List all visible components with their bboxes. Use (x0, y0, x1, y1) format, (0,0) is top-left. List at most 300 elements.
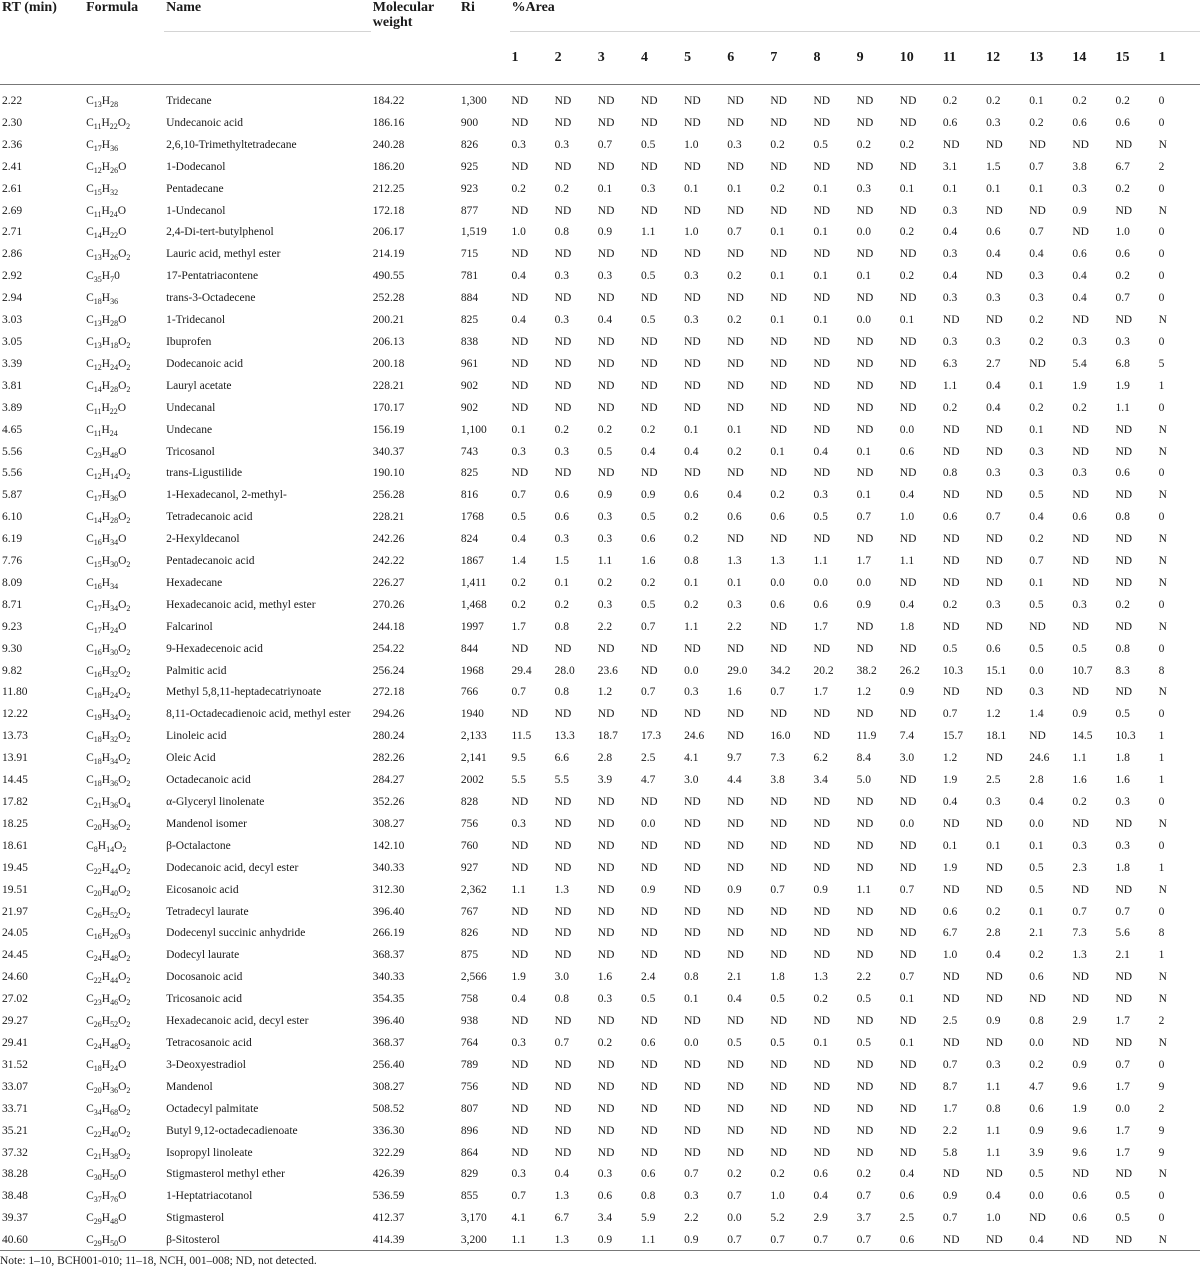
cell-formula: $C_{17}H_{36}$ (86, 138, 119, 153)
cell-molecular-weight: 426.39 (372, 1168, 405, 1181)
cell-area-3: 0.3 (597, 598, 613, 611)
cell-area-4: 1.1 (640, 1234, 656, 1247)
cell-name: 1-Dodecanol (166, 160, 226, 173)
cell-area-15: 1.8 (1115, 861, 1130, 874)
cell-area-7: 0.1 (770, 226, 785, 239)
cell-name: Palmitic acid (166, 664, 227, 677)
cell-area-12: 0.8 (986, 1102, 1001, 1115)
cell-area-4: 0.0 (640, 817, 656, 830)
cell-area-3: 1.1 (597, 555, 613, 568)
cell-ri: 927 (460, 861, 479, 874)
cell-area-15: 1.7 (1115, 1146, 1130, 1159)
cell-area-5: ND (684, 379, 701, 392)
cell-molecular-weight: 206.13 (372, 335, 405, 348)
cell-area-5: 0.3 (684, 270, 699, 283)
cell-rt: 8.09 (2, 576, 23, 589)
cell-area-5: 0.1 (684, 576, 699, 589)
cell-molecular-weight: 352.26 (372, 796, 405, 808)
cell-area-6: 0.0 (727, 1212, 742, 1225)
cell-ri: 900 (460, 116, 479, 129)
table-row (0, 792, 1200, 814)
cell-molecular-weight: 212.25 (372, 182, 405, 195)
cell-area-2: 0.3 (554, 533, 570, 546)
cell-area-5: 0.2 (684, 598, 699, 611)
cell-molecular-weight: 270.26 (372, 598, 405, 611)
cell-area-4: ND (640, 1015, 658, 1028)
cell-area-12: 0.2 (986, 905, 1001, 918)
cell-area-10: 0.2 (899, 270, 915, 283)
cell-area-6: ND (727, 248, 744, 261)
cell-molecular-weight: 368.37 (372, 1036, 405, 1049)
cell-area-9: ND (856, 423, 874, 436)
cell-area-4: 0.4 (640, 445, 656, 458)
cell-area-12: 0.9 (986, 1015, 1001, 1028)
cell-area-16: 1 (1158, 861, 1165, 874)
cell-rt: 37.32 (2, 1146, 28, 1159)
cell-ri: 1,519 (460, 226, 487, 239)
cell-ri: 938 (460, 1015, 479, 1028)
cell-area-10: ND (899, 95, 917, 107)
cell-rt: 2.71 (2, 226, 23, 239)
header-sample-1: 1 (511, 50, 519, 65)
cell-ri: 829 (460, 1168, 479, 1181)
cell-area-1: ND (511, 1015, 529, 1028)
cell-area-4: 2.5 (640, 752, 656, 765)
cell-area-7: 0.1 (770, 445, 785, 458)
cell-area-7: 3.8 (770, 774, 785, 787)
cell-area-5: 0.4 (684, 445, 699, 458)
cell-area-2: ND (554, 160, 572, 173)
cell-area-14: 0.6 (1072, 511, 1087, 524)
cell-area-16: N (1158, 314, 1167, 327)
cell-area-12: ND (986, 817, 1003, 830)
cell-area-14: 1.6 (1072, 774, 1087, 787)
cell-molecular-weight: 308.27 (372, 1080, 405, 1093)
cell-area-2: ND (554, 1102, 572, 1115)
cell-area-8: ND (813, 861, 831, 874)
cell-area-2: 3.0 (554, 971, 570, 984)
cell-area-9: 0.5 (856, 1036, 872, 1049)
cell-area-4: ND (640, 379, 658, 392)
cell-area-2: 28.0 (554, 664, 575, 677)
cell-area-3: 3.9 (597, 774, 613, 787)
cell-area-8: ND (813, 949, 831, 962)
cell-area-8: 0.7 (813, 1234, 828, 1247)
cell-area-13: 0.6 (1029, 1102, 1044, 1115)
cell-area-5: ND (684, 883, 701, 896)
cell-area-4: ND (640, 861, 658, 874)
cell-molecular-weight: 396.40 (372, 1015, 405, 1028)
cell-area-12: 0.1 (986, 182, 1001, 195)
cell-area-16: 0 (1158, 401, 1165, 414)
cell-rt: 24.05 (2, 927, 28, 940)
cell-area-9: ND (856, 533, 874, 546)
cell-area-9: ND (856, 839, 874, 852)
cell-area-13: 2.1 (1029, 927, 1044, 940)
cell-area-4: 0.5 (640, 138, 656, 151)
cell-name: 1-Heptatriacotanol (166, 1190, 253, 1203)
cell-area-2: 0.6 (554, 489, 570, 502)
cell-name: Isopropyl linoleate (166, 1146, 253, 1159)
cell-area-13: ND (1029, 730, 1046, 743)
cell-area-4: ND (640, 204, 658, 217)
cell-rt: 2.36 (2, 138, 23, 151)
cell-area-16: 0 (1158, 598, 1165, 611)
cell-name: Tetradecyl laurate (166, 905, 249, 918)
table-row (0, 157, 1200, 179)
cell-area-3: ND (597, 1124, 615, 1137)
cell-area-13: ND (1029, 138, 1046, 151)
cell-area-4: 0.2 (640, 423, 656, 436)
cell-area-15: ND (1115, 314, 1133, 327)
cell-area-11: ND (942, 993, 960, 1006)
cell-area-10: ND (899, 335, 917, 348)
cell-area-9: ND (856, 357, 874, 370)
cell-formula: $C_{18}H_{24}O$ (86, 1058, 127, 1073)
cell-area-4: 0.8 (640, 1190, 656, 1203)
table-row (0, 222, 1200, 244)
cell-area-16: N (1158, 204, 1167, 217)
cell-formula: $C_{34}H_{68}O_2$ (86, 1102, 131, 1117)
cell-formula: $C_{12}H_{24}O_2$ (86, 357, 131, 372)
cell-area-2: ND (554, 379, 572, 392)
cell-rt: 9.82 (2, 664, 23, 677)
cell-area-2: ND (554, 1015, 572, 1028)
cell-ri: 2,362 (460, 883, 487, 896)
cell-area-12: 18.1 (986, 730, 1007, 743)
cell-molecular-weight: 184.22 (372, 95, 405, 107)
cell-area-13: 0.7 (1029, 160, 1044, 173)
cell-area-14: ND (1072, 423, 1089, 436)
cell-molecular-weight: 244.18 (372, 620, 405, 633)
cell-area-10: 0.2 (899, 138, 915, 151)
cell-area-13: 0.5 (1029, 489, 1044, 502)
cell-ri: 1,411 (460, 576, 487, 589)
cell-area-2: ND (554, 796, 572, 808)
cell-area-10: 0.1 (899, 314, 915, 327)
cell-area-1: 0.4 (511, 314, 526, 327)
cell-area-8: ND (813, 1058, 831, 1071)
cell-area-4: 0.6 (640, 533, 656, 546)
cell-area-12: ND (986, 861, 1003, 874)
cell-area-4: 1.6 (640, 555, 656, 568)
cell-area-1: 0.2 (511, 598, 526, 611)
cell-area-14: ND (1072, 883, 1089, 896)
cell-area-3: 0.9 (597, 226, 613, 239)
cell-name: Butyl 9,12-octadecadienoate (166, 1124, 298, 1137)
cell-area-14: ND (1072, 576, 1089, 589)
cell-name: Dodecyl laurate (166, 949, 240, 962)
cell-area-11: 1.9 (942, 861, 958, 874)
cell-formula: $C_{24}H_{48}O_2$ (86, 1036, 131, 1051)
cell-area-2: ND (554, 708, 572, 721)
cell-area-16: 2 (1158, 160, 1165, 173)
cell-name: Linoleic acid (166, 730, 227, 743)
header-sample-3: 3 (597, 50, 605, 65)
cell-area-1: 11.5 (511, 730, 532, 743)
cell-area-14: 0.6 (1072, 1190, 1087, 1203)
cell-area-12: ND (986, 314, 1003, 327)
cell-area-7: 0.1 (770, 270, 785, 283)
cell-area-5: ND (684, 861, 701, 874)
cell-ri: 838 (460, 335, 479, 348)
cell-area-5: ND (684, 1102, 701, 1115)
cell-molecular-weight: 252.28 (372, 292, 405, 305)
cell-ri: 825 (460, 467, 479, 480)
cell-area-5: 0.8 (684, 971, 699, 984)
cell-area-1: ND (511, 949, 529, 962)
cell-area-8: 0.5 (813, 511, 828, 524)
cell-area-12: 1.5 (986, 160, 1001, 173)
cell-area-1: ND (511, 1124, 529, 1137)
cell-area-6: ND (727, 1058, 744, 1071)
cell-rt: 3.81 (2, 379, 23, 392)
cell-name: Undecane (166, 423, 213, 436)
cell-area-8: 0.1 (813, 1036, 828, 1049)
cell-area-6: ND (727, 796, 744, 808)
cell-area-4: ND (640, 905, 658, 918)
cell-area-6: ND (727, 1124, 744, 1137)
cell-rt: 35.21 (2, 1124, 28, 1137)
cell-area-9: ND (856, 949, 874, 962)
cell-area-5: ND (684, 1015, 701, 1028)
cell-area-16: 0 (1158, 335, 1165, 348)
cell-area-6: 0.1 (727, 423, 742, 436)
cell-area-5: 2.2 (684, 1212, 699, 1225)
cell-ri: 1968 (460, 664, 484, 677)
cell-formula: $C_{20}H_{36}O_2$ (86, 817, 131, 832)
cell-formula: $C_{13}H_{26}O_2$ (86, 248, 131, 263)
cell-ri: 2002 (460, 774, 484, 787)
cell-area-16: 0 (1158, 1058, 1165, 1071)
cell-area-1: 1.0 (511, 226, 526, 239)
cell-area-14: ND (1072, 1036, 1089, 1049)
cell-area-2: ND (554, 1058, 572, 1071)
cell-area-12: ND (986, 1036, 1003, 1049)
cell-area-12: 0.2 (986, 95, 1001, 107)
cell-area-10: 0.6 (899, 1234, 915, 1247)
cell-area-2: 1.3 (554, 883, 570, 896)
header-rt: RT (min) (2, 0, 57, 15)
cell-area-10: ND (899, 533, 917, 546)
cell-name: 2,6,10-Trimethyltetradecane (166, 138, 297, 151)
cell-name: Docosanoic acid (166, 971, 243, 984)
cell-area-12: 0.4 (986, 1190, 1001, 1203)
cell-area-3: ND (597, 95, 615, 107)
cell-area-5: ND (684, 357, 701, 370)
cell-molecular-weight: 280.24 (372, 730, 405, 743)
cell-area-12: 0.3 (986, 467, 1001, 480)
cell-area-16: 0 (1158, 1212, 1165, 1225)
cell-rt: 2.22 (2, 95, 23, 107)
cell-rt: 18.61 (2, 839, 28, 852)
cell-rt: 2.69 (2, 204, 23, 217)
cell-area-15: 0.2 (1115, 95, 1130, 107)
cell-area-6: ND (727, 927, 744, 940)
cell-area-15: 1.6 (1115, 774, 1130, 787)
cell-area-3: 0.2 (597, 1036, 613, 1049)
cell-area-2: ND (554, 401, 572, 414)
cell-formula: $C_{20}H_{40}O_2$ (86, 883, 131, 898)
cell-area-12: ND (986, 1234, 1003, 1247)
cell-area-16: 0 (1158, 116, 1165, 129)
header-sample-9: 9 (856, 50, 864, 65)
cell-area-5: 0.2 (684, 533, 699, 546)
cell-area-14: ND (1072, 1168, 1089, 1181)
cell-area-4: ND (640, 1124, 658, 1137)
cell-area-3: 0.6 (597, 1190, 613, 1203)
cell-area-1: 1.9 (511, 971, 526, 984)
cell-area-1: ND (511, 1058, 529, 1071)
cell-area-9: ND (856, 248, 874, 261)
cell-area-10: ND (899, 905, 917, 918)
cell-area-16: 0 (1158, 292, 1165, 305)
cell-area-14: ND (1072, 226, 1089, 239)
cell-formula: $C_{11}H_{24}O$ (86, 204, 127, 219)
cell-ri: 1,100 (460, 423, 487, 436)
cell-molecular-weight: 228.21 (372, 511, 405, 524)
cell-area-16: 0 (1158, 226, 1165, 239)
cell-area-5: 0.3 (684, 1190, 699, 1203)
cell-area-10: ND (899, 116, 917, 129)
cell-area-11: 0.7 (942, 1212, 958, 1225)
cell-area-12: ND (986, 445, 1003, 458)
cell-area-7: ND (770, 248, 787, 261)
header-sample-12: 12 (986, 50, 1001, 65)
cell-area-14: 0.4 (1072, 292, 1087, 305)
cell-area-7: 1.3 (770, 555, 785, 568)
cell-area-15: 1.7 (1115, 1080, 1130, 1093)
cell-name: Stigmasterol methyl ether (166, 1168, 285, 1181)
cell-area-15: 0.6 (1115, 116, 1130, 129)
table-row (0, 266, 1200, 288)
cell-area-9: 38.2 (856, 664, 877, 677)
cell-area-10: ND (899, 160, 917, 173)
table-row (0, 704, 1200, 726)
cell-area-6: ND (727, 401, 744, 414)
cell-area-1: 0.3 (511, 1168, 526, 1181)
cell-name: Eicosanoic acid (166, 883, 239, 896)
cell-area-14: ND (1072, 817, 1089, 830)
header-sample-11: 11 (942, 50, 957, 65)
cell-name: Tetradecanoic acid (166, 511, 253, 524)
cell-name: Tricosanol (166, 445, 215, 458)
cell-area-2: ND (554, 927, 572, 940)
cell-area-6: ND (727, 95, 744, 107)
cell-rt: 19.51 (2, 883, 28, 896)
cell-area-9: ND (856, 204, 874, 217)
cell-ri: 758 (460, 993, 479, 1006)
cell-area-10: ND (899, 839, 917, 852)
cell-name: Hexadecanoic acid, methyl ester (166, 598, 316, 611)
table-row (0, 201, 1200, 223)
cell-area-3: ND (597, 467, 615, 480)
cell-area-16: 0 (1158, 905, 1165, 918)
cell-area-10: ND (899, 774, 917, 787)
cell-area-9: 0.0 (856, 226, 872, 239)
cell-area-14: ND (1072, 1234, 1089, 1247)
cell-ri: 923 (460, 182, 479, 195)
cell-ri: 902 (460, 379, 479, 392)
cell-area-16: 8 (1158, 664, 1165, 677)
cell-name: Octadecyl palmitate (166, 1102, 259, 1115)
cell-area-8: 0.6 (813, 1168, 828, 1181)
cell-area-15: ND (1115, 489, 1133, 502)
cell-area-13: ND (1029, 357, 1046, 370)
cell-area-15: 6.7 (1115, 160, 1130, 173)
cell-area-7: ND (770, 357, 787, 370)
cell-area-7: 0.6 (770, 511, 785, 524)
cell-area-1: ND (511, 1102, 529, 1115)
cell-area-12: 0.6 (986, 642, 1001, 655)
cell-area-1: 0.5 (511, 511, 526, 524)
cell-area-13: 0.4 (1029, 511, 1044, 524)
cell-area-6: ND (727, 357, 744, 370)
cell-area-13: ND (1029, 620, 1046, 633)
cell-area-6: ND (727, 708, 744, 721)
cell-area-10: ND (899, 1146, 917, 1159)
cell-area-5: ND (684, 927, 701, 940)
cell-formula: $C_{21}H_{36}O_4$ (86, 796, 131, 810)
cell-formula: $C_{18}H_{24}O_2$ (86, 686, 131, 701)
cell-area-2: 6.6 (554, 752, 570, 765)
cell-molecular-weight: 308.27 (372, 817, 405, 830)
cell-area-10: ND (899, 1058, 917, 1071)
cell-area-14: 9.6 (1072, 1146, 1087, 1159)
cell-area-16: N (1158, 817, 1167, 830)
cell-area-2: 0.3 (554, 270, 570, 283)
cell-rt: 29.41 (2, 1036, 28, 1049)
cell-rt: 2.86 (2, 248, 23, 261)
cell-area-10: ND (899, 708, 917, 721)
cell-name: 3-Deoxyestradiol (166, 1058, 246, 1071)
cell-area-3: 0.7 (597, 138, 613, 151)
cell-name: 2,4-Di-tert-butylphenol (166, 226, 274, 239)
cell-rt: 11.80 (2, 686, 28, 699)
cell-area-14: 1.1 (1072, 752, 1087, 765)
cell-area-3: 1.6 (597, 971, 613, 984)
cell-area-5: ND (684, 292, 701, 305)
cell-area-5: 4.1 (684, 752, 699, 765)
cell-area-7: ND (770, 292, 787, 305)
cell-area-15: ND (1115, 817, 1133, 830)
cell-area-3: ND (597, 796, 615, 808)
cell-area-9: 11.9 (856, 730, 877, 743)
cell-formula: $C_{14}H_{28}O_2$ (86, 379, 131, 394)
cell-area-3: ND (597, 839, 615, 852)
cell-molecular-weight: 172.18 (372, 204, 405, 217)
cell-area-8: ND (813, 335, 831, 348)
cell-area-11: ND (942, 1234, 960, 1247)
cell-area-3: ND (597, 292, 615, 305)
cell-area-8: 3.4 (813, 774, 828, 787)
cell-area-4: 0.7 (640, 686, 656, 699)
cell-area-10: ND (899, 292, 917, 305)
cell-area-7: 0.7 (770, 686, 785, 699)
cell-rt: 21.97 (2, 905, 28, 918)
cell-area-6: ND (727, 1015, 744, 1028)
cell-formula: $C_{16}H_{30}O_2$ (86, 642, 131, 657)
cell-area-1: 0.4 (511, 270, 526, 283)
cell-area-13: ND (1029, 993, 1046, 1006)
cell-area-16: N (1158, 576, 1167, 589)
cell-molecular-weight: 206.17 (372, 226, 405, 239)
table-row (0, 179, 1200, 201)
cell-molecular-weight: 256.40 (372, 1058, 405, 1071)
cell-rt: 19.45 (2, 861, 28, 874)
cell-name: Mandenol (166, 1080, 213, 1093)
cell-area-3: ND (597, 905, 615, 918)
